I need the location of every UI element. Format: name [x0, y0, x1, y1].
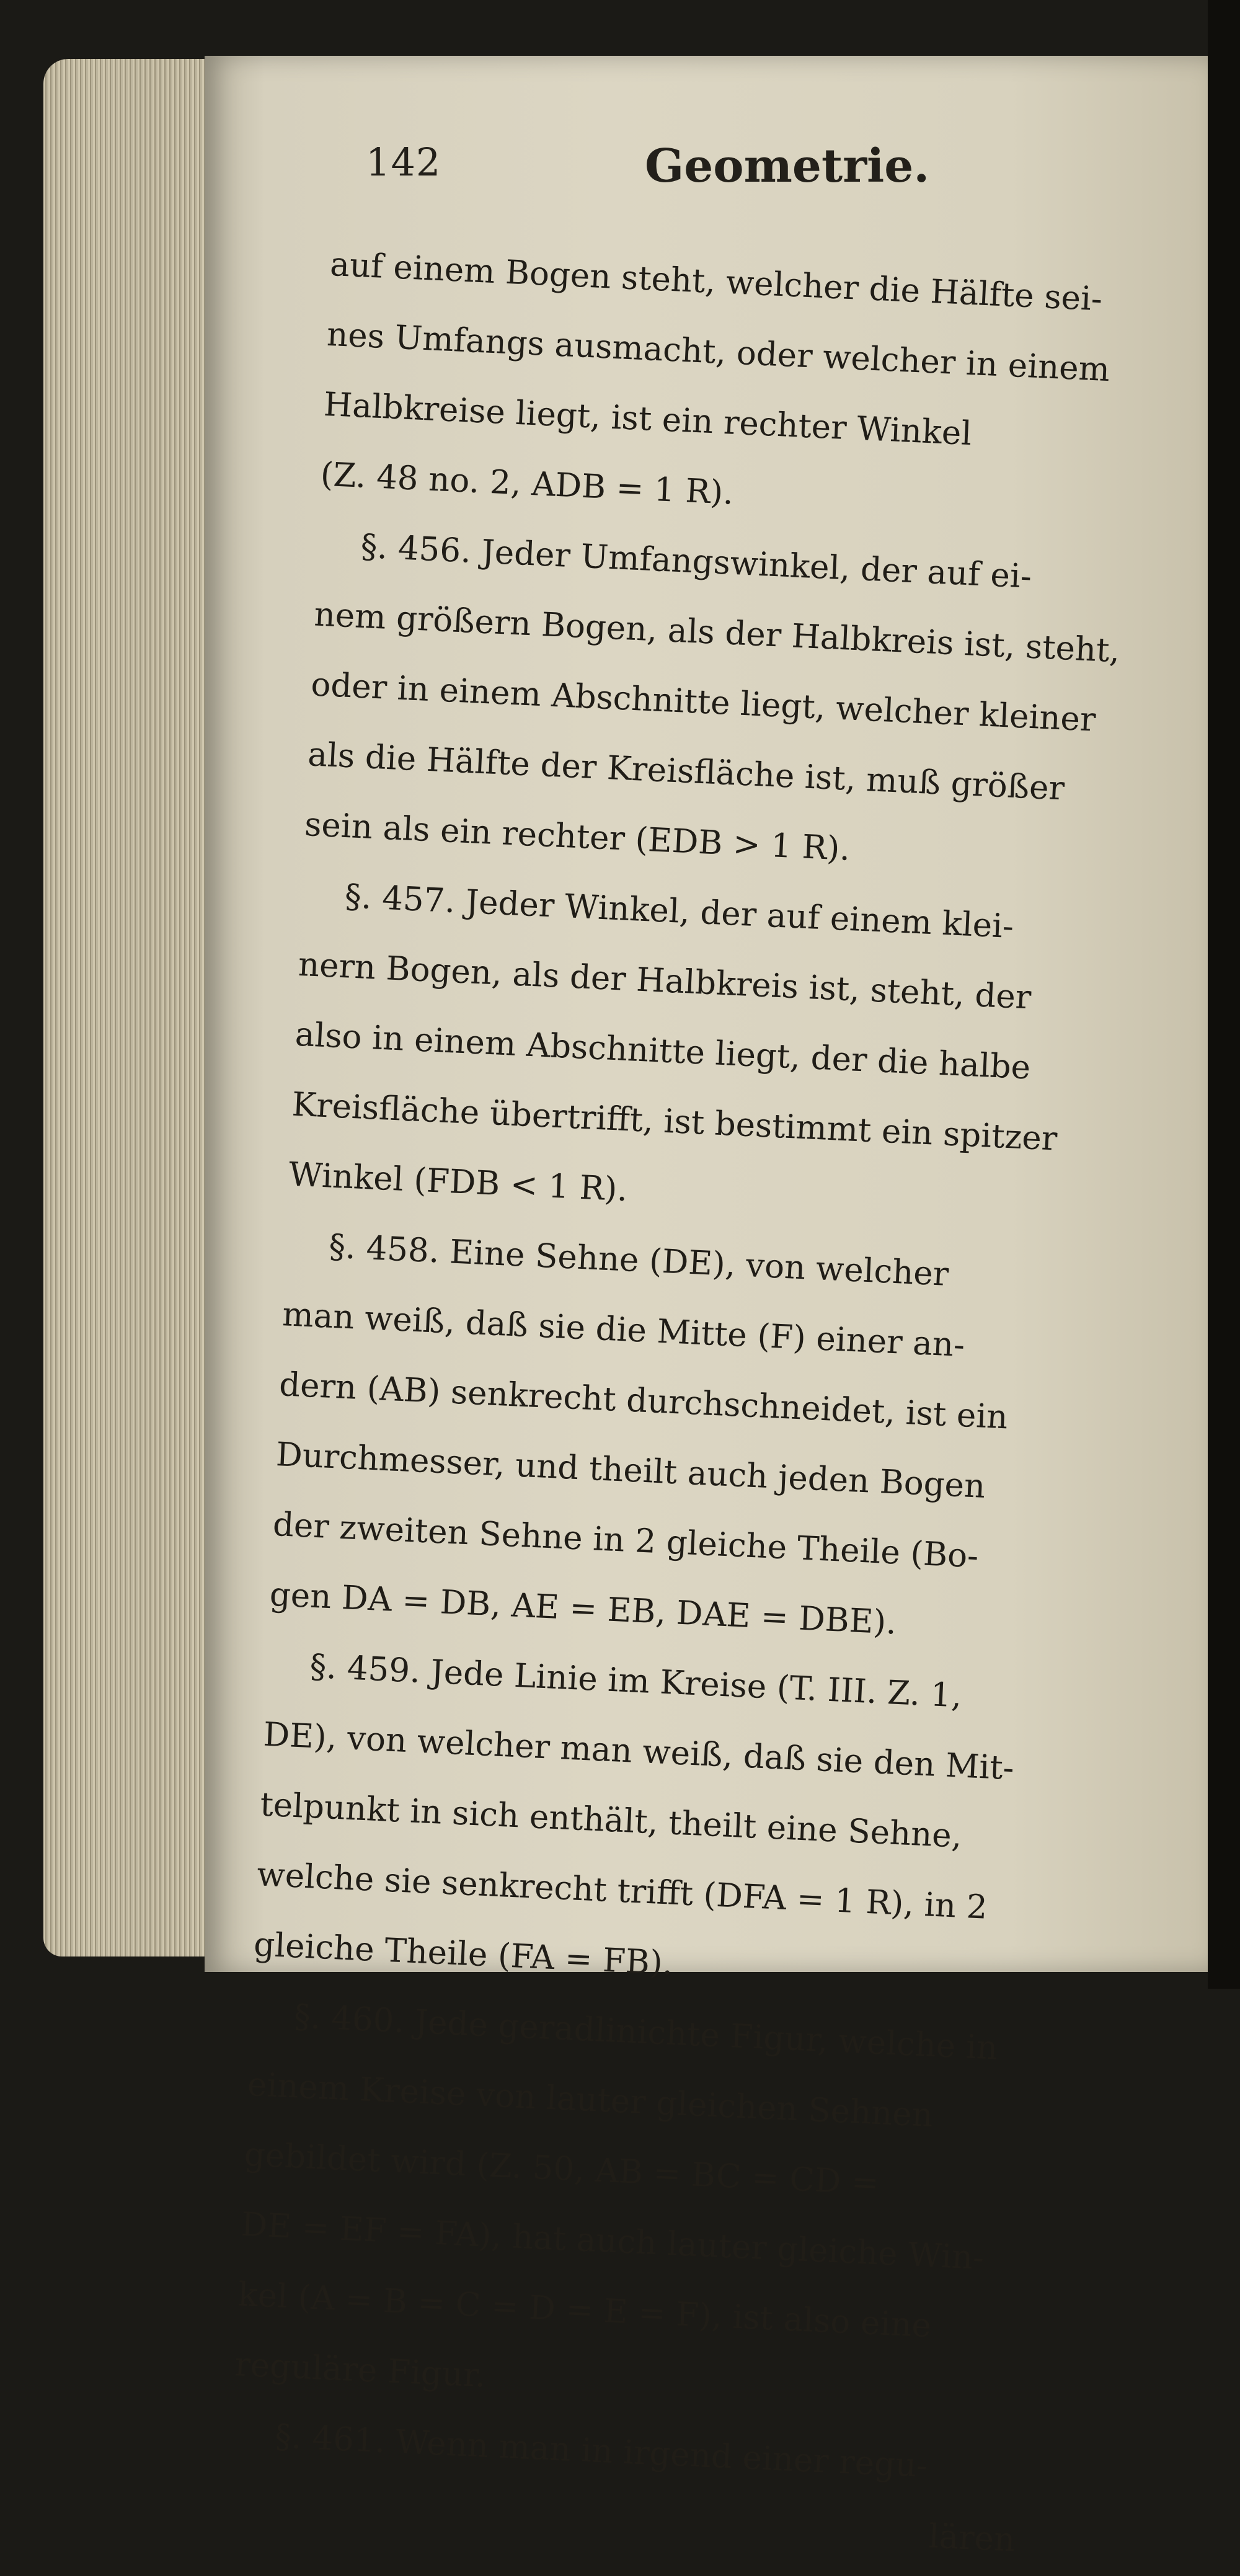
text-line: lären	[928, 2517, 1016, 2559]
text-line: nem größern Bogen, als der Halbkreis ist, steht,	[313, 595, 1121, 670]
text-line: kel (A = B = C = D = E = F), ist also eine	[237, 2275, 932, 2345]
text-line: (Z. 48 no. 2, ADB = 1 R).	[319, 455, 735, 512]
text-line: also in einem Abschnitte liegt, der die halbe	[294, 1015, 1032, 1087]
text-line: oder in einem Abschnitte liegt, welcher kleiner	[310, 665, 1097, 739]
text-line: dern (AB) senkrecht durchschneidet, ist ein	[278, 1366, 1009, 1437]
text-line: telpunkt in sich enthält, theilt eine Sehne,	[259, 1785, 963, 1855]
text-line: §. 456. Jeder Umfangswinkel, der auf ei-	[360, 527, 1033, 596]
text-line: auf einem Bogen steht, welcher die Hälfte sei-	[329, 245, 1104, 319]
page-header	[366, 140, 1110, 208]
text-line: DE), von welcher man weiß, daß sie den Mit-	[262, 1715, 1015, 1788]
text-line: sein als ein rechter (EDB > 1 R).	[304, 806, 851, 868]
text-line: Winkel (FDB < 1 R).	[288, 1155, 629, 1209]
text-line: §. 458. Eine Sehne (DE), von welcher	[328, 1227, 950, 1294]
scan-background-strip	[1208, 0, 1240, 1989]
text-line: Durchmesser, und theilt auch jeden Bogen	[275, 1435, 986, 1506]
page-number: 142	[366, 140, 441, 185]
text-line: §. 459. Jede Linie im Kreise (T. III. Z. 1,	[309, 1647, 963, 1715]
text-line: Kreisfläche übertrifft, ist bestimmt ein spitzer	[291, 1085, 1058, 1158]
text-line: man weiß, daß sie die Mitte (F) einer an-	[281, 1295, 966, 1365]
text-line: reguläre Figur.	[234, 2345, 487, 2395]
text-line: DE = EF = FA), hat auch lauter gleiche Win-	[240, 2205, 985, 2278]
text-line: nes Umfangs ausmacht, oder welcher in einem	[326, 315, 1111, 389]
text-line: welche sie senkrecht trifft (DFA = 1 R), in 2	[256, 1855, 988, 1927]
text-line: §. 461. Wenn man in irgend einer regu-	[274, 2417, 929, 2485]
text-line: gen DA = DB, AE = EB, DAE = DBE).	[268, 1575, 898, 1642]
text-line: gleiche Theile (FA = FB).	[253, 1925, 674, 1983]
body-text	[234, 229, 1136, 2559]
text-line: nern Bogen, als der Halbkreis ist, steht, der	[297, 945, 1032, 1017]
text-line: §. 457. Jeder Winkel, der auf einem klei-	[343, 877, 1015, 946]
text-line: §. 460. Jede geradlinichte Figur, welche in	[293, 1997, 999, 2067]
book-page-edges	[43, 59, 229, 1956]
text-line: gebildet wird (Z. 50, AB = BC = CD =	[243, 2135, 880, 2203]
text-line: Halbkreise liegt, ist ein rechter Winkel	[322, 385, 973, 453]
text-line: der zweiten Sehne in 2 gleiche Theile (Bo-	[272, 1505, 980, 1576]
text-line: einem Kreise von lauter gleichen Sehnen	[246, 2065, 934, 2135]
running-title: Geometrie.	[645, 140, 930, 193]
text-line: als die Hälfte der Kreisfläche ist, muß größer	[307, 735, 1066, 808]
